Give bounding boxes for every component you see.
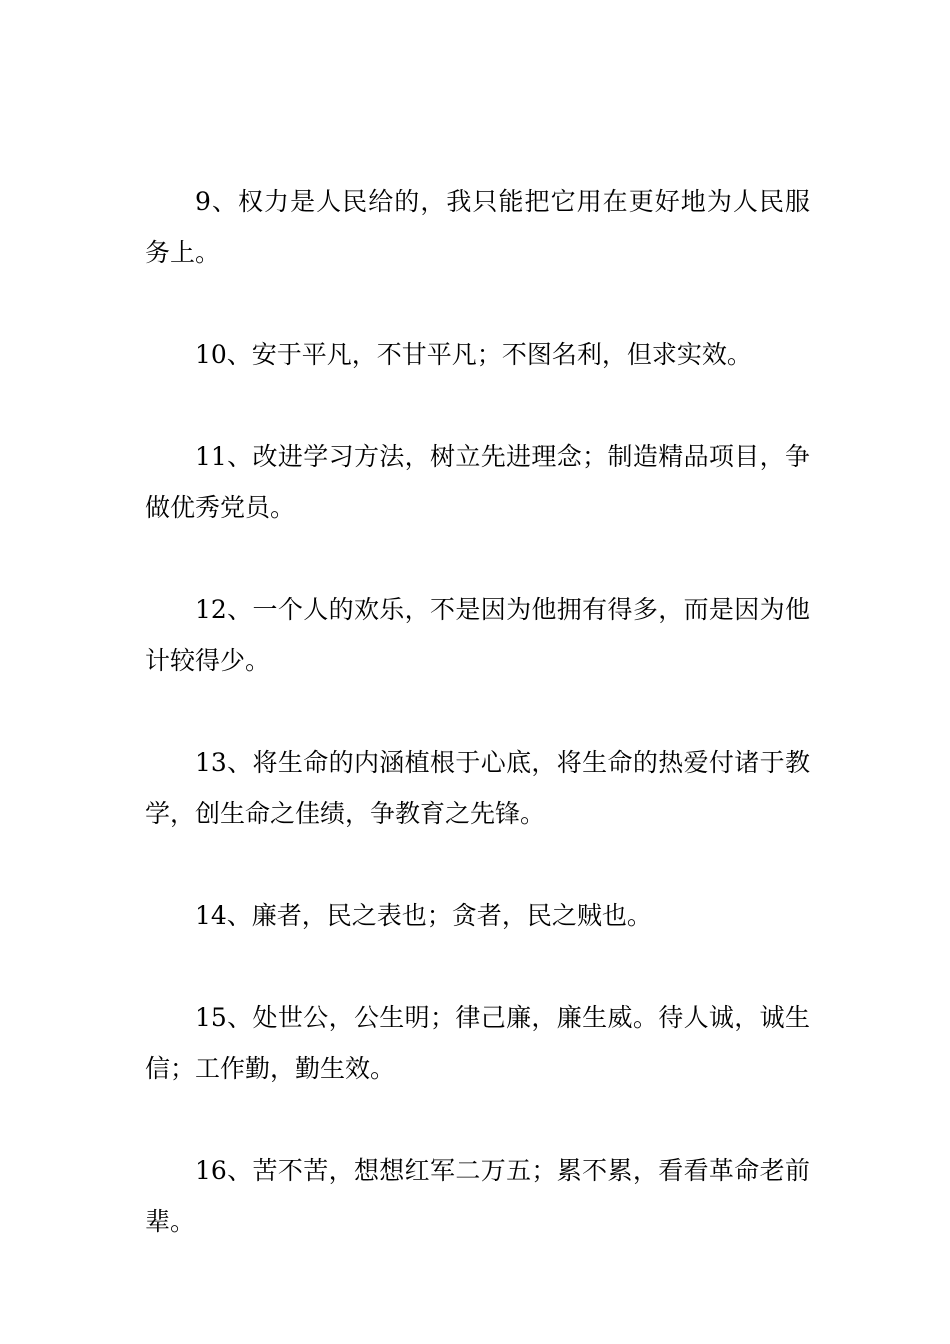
quote-paragraph-14: 14、廉者，民之表也；贪者，民之贼也。 <box>195 901 652 930</box>
quote-paragraph-16: 16、苦不苦，想想红军二万五；累不累，看看革命老前辈。 <box>145 1156 810 1236</box>
quote-paragraph-11: 11、改进学习方法，树立先进理念；制造精品项目，争做优秀党员。 <box>145 442 810 522</box>
quote-paragraph-13: 13、将生命的内涵植根于心底，将生命的热爱付诸于教学，创生命之佳绩，争教育之先锋。 <box>145 748 810 828</box>
document-body <box>145 176 810 1298</box>
quote-paragraph-12: 12、一个人的欢乐，不是因为他拥有得多，而是因为他计较得少。 <box>145 595 810 675</box>
quote-paragraph-10: 10、安于平凡，不甘平凡；不图名利，但求实效。 <box>195 340 752 369</box>
quote-paragraph-15: 15、处世公，公生明；律己廉，廉生威。待人诚，诚生信；工作勤，勤生效。 <box>145 1003 810 1083</box>
quote-paragraph-9: 9、权力是人民给的，我只能把它用在更好地为人民服务上。 <box>145 187 810 267</box>
